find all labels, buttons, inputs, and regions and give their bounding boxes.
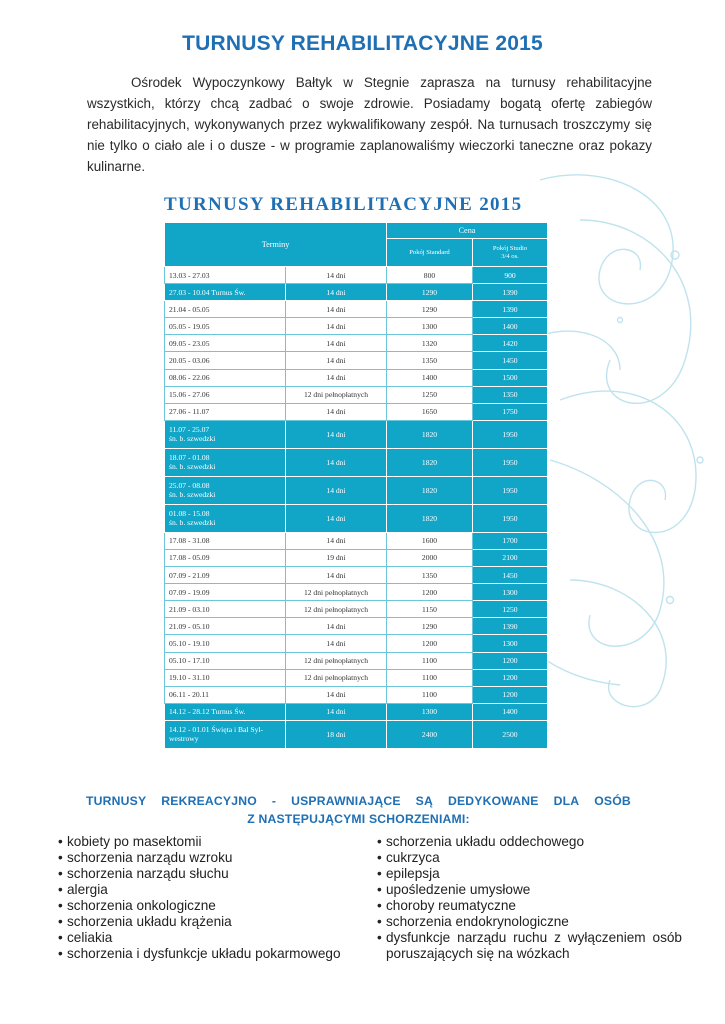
table-row: 01.08 - 15.08 śn. b. szwedzki 14 dni 1820 1950 [165, 504, 548, 532]
table-row: 08.06 - 22.06 14 dni 1400 1500 [165, 369, 548, 386]
table-row: 27.06 - 11.07 14 dni 1650 1750 [165, 403, 548, 420]
list-item: • choroby reumatyczne [377, 898, 682, 914]
indications-word: REKREACYJNO [161, 794, 257, 808]
indications-word: USPRAWNIAJĄCE [291, 794, 401, 808]
list-item: • schorzenia narządu wzroku [58, 850, 368, 866]
list-item: • schorzenia endokrynologiczne [377, 914, 682, 930]
indications-word: TURNUSY [86, 794, 147, 808]
list-item: • cukrzyca [377, 850, 682, 866]
list-item: • upośledzenie umysłowe [377, 882, 682, 898]
header-price: Cena [387, 223, 548, 239]
table-row: 14.12 - 28.12 Turnus Św. 14 dni 1300 1400 [165, 703, 548, 720]
table-row: 21.09 - 03.10 12 dni pełnopłatnych 1150 1250 [165, 601, 548, 618]
table-row: 25.07 - 08.08 śn. b. szwedzki 14 dni 1820 1950 [165, 476, 548, 504]
list-item: • dysfunkcje narządu ruchu z wyłączeniem osób poruszających się na wózkach [377, 930, 682, 962]
table-title: TURNUSY REHABILITACYJNE 2015 [164, 194, 523, 215]
table-row: 13.03 - 27.03 14 dni 800 900 [165, 267, 548, 284]
table-row: 05.05 - 19.05 14 dni 1300 1400 [165, 318, 548, 335]
indications-heading [86, 792, 631, 828]
page-title: TURNUSY REHABILITACYJNE 2015 [182, 32, 543, 55]
list-item: • schorzenia i dysfunkcje układu pokarmowego [58, 946, 368, 962]
table-row: 05.10 - 19.10 14 dni 1200 1300 [165, 635, 548, 652]
indications-word: OSÓB [594, 794, 631, 808]
table-row: 20.05 - 03.06 14 dni 1350 1450 [165, 352, 548, 369]
table-row: 09.05 - 23.05 14 dni 1320 1420 [165, 335, 548, 352]
indications-word: - [271, 794, 277, 808]
list-item: • alergia [58, 882, 368, 898]
list-item: • schorzenia układu oddechowego [377, 834, 682, 850]
table-row: 14.12 - 01.01 Święta i Bal Syl- westrowy 18 dni 2400 2500 [165, 720, 548, 748]
conditions-list-left [58, 834, 368, 962]
list-item: • kobiety po masektomii [58, 834, 368, 850]
indications-heading-line2: Z NASTĘPUJĄCYMI SCHORZENIAMI: [247, 812, 470, 826]
conditions-list-right [377, 834, 682, 962]
table-row: 21.09 - 05.10 14 dni 1290 1390 [165, 618, 548, 635]
list-item: • schorzenia układu krążenia [58, 914, 368, 930]
table-row: 27.03 - 10.04 Turnus Św. 14 dni 1290 1390 [165, 284, 548, 301]
table-row: 05.10 - 17.10 12 dni pełnopłatnych 1100 1200 [165, 652, 548, 669]
list-item: • epilepsja [377, 866, 682, 882]
list-item: • schorzenia onkologiczne [58, 898, 368, 914]
intro-text: Ośrodek Wypoczynkowy Bałtyk w Stegnie zaprasza na turnusy rehabilitacyjne wszystkich, którzy chcą zadbać o swoje zdrowie. Posiadamy bogatą ofertę zabiegów rehabilitacyjnych, wykonywanych przez wykwalifikowany zespół. Na turnusach troszczymy się nie tylko o ciało ale i o dusze - w programie zaplanowaliśmy wieczorki taneczne oraz pokazy kulinarne. [87, 75, 652, 174]
header-standard: Pokój Standard [387, 239, 473, 267]
price-table [164, 222, 548, 749]
indications-word: DLA [553, 794, 580, 808]
table-row: 17.08 - 31.08 14 dni 1600 1700 [165, 532, 548, 549]
list-item: • schorzenia narządu słuchu [58, 866, 368, 882]
indications-word: SĄ [415, 794, 433, 808]
table-row: 18.07 - 01.08 śn. b. szwedzki 14 dni 1820 1950 [165, 448, 548, 476]
indications-word: DEDYKOWANE [447, 794, 539, 808]
table-row: 21.04 - 05.05 14 dni 1290 1390 [165, 301, 548, 318]
header-studio: Pokój Studio 3/4 os. [473, 239, 548, 267]
table-row: 11.07 - 25.07 śn. b. szwedzki 14 dni 1820 1950 [165, 420, 548, 448]
table-row: 17.08 - 05.09 19 dni 2000 2100 [165, 549, 548, 566]
table-row: 07.09 - 19.09 12 dni pełnopłatnych 1200 1300 [165, 584, 548, 601]
list-item: • celiakia [58, 930, 368, 946]
table-row: 15.06 - 27.06 12 dni pełnopłatnych 1250 1350 [165, 386, 548, 403]
table-row: 06.11 - 20.11 14 dni 1100 1200 [165, 686, 548, 703]
table-row: 19.10 - 31.10 12 dni pełnopłatnych 1100 1200 [165, 669, 548, 686]
header-terms: Terminy [165, 223, 387, 267]
table-row: 07.09 - 21.09 14 dni 1350 1450 [165, 567, 548, 584]
